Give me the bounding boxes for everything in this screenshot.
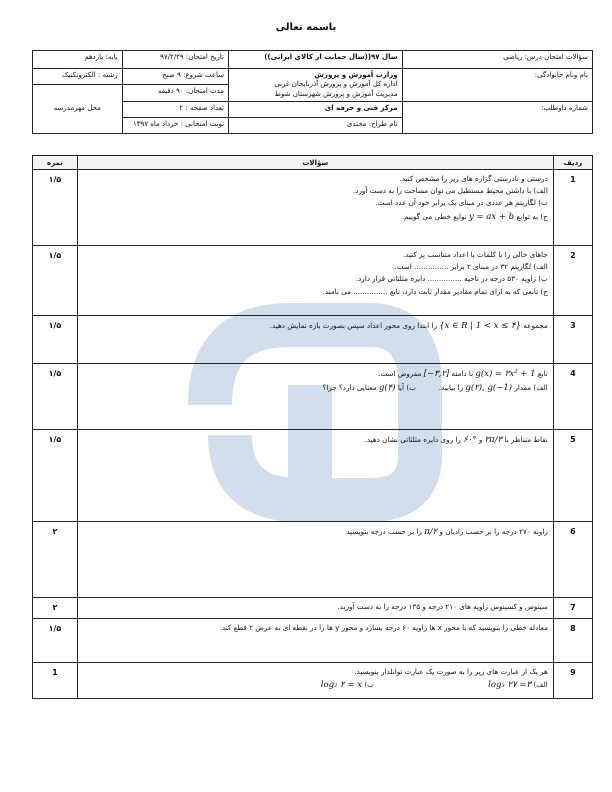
exam-header-table	[32, 50, 593, 134]
question-number: 8	[553, 618, 592, 662]
question-line: را ابتدا روی محور اعداد سپس بصورت بازه نمایش دهید.	[269, 321, 437, 330]
date-cell: تاریخ امتحان: ۹۷/۲/۲۹	[122, 51, 228, 69]
question-line: الف)	[533, 679, 548, 689]
formula: y = ax + b	[468, 211, 515, 222]
question-number: 2	[553, 246, 592, 316]
pages-cell: تعداد صفحه : ۲	[122, 102, 228, 118]
question-line: ب) لگاریتم هر عددی در مبنای یک برابر خود آن عدد است.	[375, 198, 548, 208]
grade-cell: پایه: یازدهم	[33, 51, 123, 69]
name-cell: نام ونام خانوادگی:	[402, 69, 592, 102]
question-line: ج) به توابع	[516, 211, 548, 221]
question-line: هر یک از عبارت های زیر را به صورت یک عبارت توانلدار بنویسید.	[354, 666, 548, 676]
question-text: معادله خطی را بنویسید که با محور x ها زاویه ۶۰ درجه بسازد و محور y ها را در نقطه ای به عرض ۲ قطع کند.	[77, 618, 553, 662]
question-line: ب) زاویه ۵۳۰ درجه در ناحیه ............... دایره مثلثاتی قرار دارد.	[355, 274, 548, 284]
year-cell: سال ۹۷((سال حمایت از کالای ایرانی))	[229, 51, 403, 69]
question-row	[33, 662, 593, 698]
question-line: جاهای خالی را با کلمات یا اعداد متناسب پر کنید.	[402, 250, 548, 259]
question-score: 1	[33, 662, 78, 698]
question-number: 9	[553, 662, 592, 698]
question-text	[77, 170, 553, 246]
ministry-line-2: اداره کل آموزش و پرورش آذربایجان غربی	[274, 80, 398, 89]
question-row	[33, 364, 593, 430]
question-line: الف) با داشتن محیط مستطیل می توان مساحت را به دست آورد.	[352, 186, 548, 196]
question-number: 7	[553, 598, 592, 619]
question-line: معنایی دارد؟ چرا؟	[322, 383, 377, 393]
question-line: را بیابید.	[438, 383, 464, 393]
student-no-cell: شماره داوطلب:	[402, 102, 592, 134]
question-line: درستی و نادرستی گزاره های زیر را مشخص کنید.	[399, 174, 548, 183]
question-line: تابع	[537, 369, 548, 378]
question-text	[77, 522, 553, 598]
question-line: با دامنه	[451, 369, 474, 378]
question-line: را بر حسب درجه بنویسید	[346, 527, 422, 536]
question-row	[33, 618, 593, 662]
col-row-header: ردیف	[553, 156, 592, 170]
formula: ۶۰°	[463, 435, 477, 445]
question-text: سینوس و کسینوس زاویه های ۲۱۰ درجه و ۱۳۵ درجه را به دست آورید.	[77, 598, 553, 619]
question-line: زاویه ۲۷۰ درجه را بر حسب رادیان و	[439, 527, 548, 536]
formula: log₂ ۲ = x	[320, 679, 363, 690]
question-score: ۱/۵	[33, 430, 78, 522]
question-score: ۱/۵	[33, 618, 78, 662]
question-number: 1	[553, 170, 592, 246]
center-cell: مرکز فنی و حرفه ای	[229, 102, 403, 118]
page-title: باسمه تعالی	[275, 22, 337, 33]
question-row	[33, 316, 593, 364]
question-score: ۱/۵	[33, 364, 78, 430]
question-number: 3	[553, 316, 592, 364]
ministry-line-1: وزارت آموزش و پرورش	[314, 71, 398, 79]
question-line: ب) آیا	[397, 383, 416, 393]
question-line: مفروض است.	[378, 369, 422, 378]
col-score-header: نمره	[33, 156, 78, 170]
formula: π/۲	[424, 527, 438, 537]
question-score: ۲	[33, 522, 78, 598]
formula: log₃ ۲۷ =۳	[488, 679, 532, 690]
question-text	[77, 430, 553, 522]
subject-cell: سؤالات امتحان درس: ریاضی	[402, 51, 592, 69]
question-text	[77, 662, 553, 698]
ministry-line-3: مدیریت آموزش و پرورش شهرستان شوط	[274, 89, 398, 98]
question-number: 6	[553, 522, 592, 598]
question-score: ۲	[33, 598, 78, 619]
duration-cell: مدت امتحان: ۹۰ دقیقه	[122, 85, 228, 102]
question-line: ج) تابعی که به ازای تمام مقادیر مقدار ثابت دارد، تابع ............... می نامند.	[322, 286, 548, 296]
question-line: را روی دایره مثلثاتی نشان دهید.	[364, 435, 461, 444]
question-text	[77, 316, 553, 364]
question-line: الف) لگاریتم ۳۲ در مبنای ۲ برابر ............... است.	[394, 262, 548, 272]
col-questions-header: سؤالات	[77, 156, 553, 170]
session-cell: نوبت امتحانی : خرداد ماه ۱۳۹۷	[122, 118, 228, 134]
formula: [−۳,۲]	[423, 369, 450, 379]
formula: {x ∈ R | 1 < x ≤ ۴}	[439, 321, 522, 331]
question-line: نقاط متناظر با	[504, 435, 548, 444]
question-text	[77, 364, 553, 430]
question-line: الف) مقدار	[514, 383, 548, 393]
question-score: ۱/۵	[33, 316, 78, 364]
start-time-cell: ساعت شروع: ۹ صبح	[122, 69, 228, 85]
ministry-cell	[229, 69, 403, 102]
designer-cell: نام طراح: مختدی	[229, 118, 403, 134]
question-number: 4	[553, 364, 592, 430]
formula: g(x) = ۲x² + 1	[475, 369, 536, 379]
question-row	[33, 246, 593, 316]
question-row	[33, 170, 593, 246]
question-text	[77, 246, 553, 316]
question-line: مجموعه	[523, 321, 548, 330]
formula: ۲π/۳	[484, 435, 503, 445]
question-score: ۱/۵	[33, 170, 78, 246]
formula: g(۲), g(−1)	[465, 383, 513, 394]
question-row	[33, 430, 593, 522]
questions-table	[32, 155, 593, 699]
formula: g(۴)	[378, 383, 396, 394]
question-number: 5	[553, 430, 592, 522]
question-line: ب)	[364, 679, 374, 689]
question-score: ۱/۵	[33, 246, 78, 316]
field-cell: رشته : الکتروتکنیک	[33, 69, 123, 85]
question-row	[33, 522, 593, 598]
stamp-cell: محل مهرمدرسه	[33, 85, 123, 134]
question-row	[33, 598, 593, 619]
question-line: توابع خطی می گوییم.	[401, 211, 467, 221]
question-line: و	[478, 435, 483, 444]
